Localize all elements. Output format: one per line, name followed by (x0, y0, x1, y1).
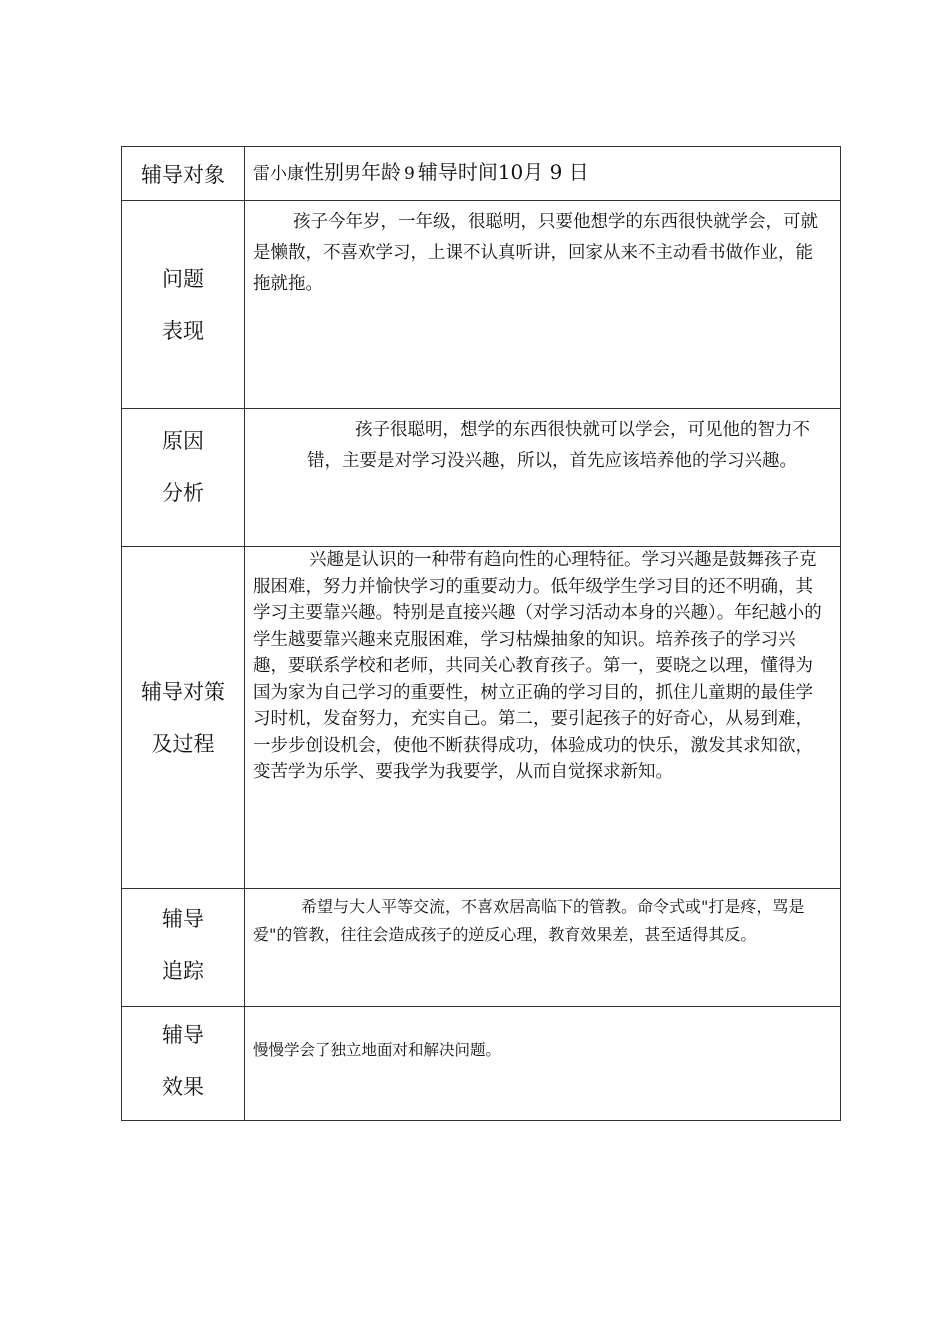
problem-label (122, 201, 245, 409)
tracking-label-line1: 辅导 (162, 907, 204, 931)
problem-row (122, 201, 841, 409)
cause-text: 孩子很聪明，想学的东西很快就可以学会，可见他的智力不错，主要是对学习没兴趣，所以，首先应该培养他的学习兴趣。 (245, 409, 841, 547)
tracking-label (122, 889, 245, 1007)
time-value: 10月 9 日 (497, 160, 589, 184)
strategy-text: 兴趣是认识的一种带有趋向性的心理特征。学习兴趣是鼓舞孩子克服困难，努力并愉快学习的重要动力。低年级学生学习目的还不明确，其学习主要靠兴趣。特别是直接兴趣（对学习活动本身的兴趣）。年纪越小的学生越要靠兴趣来克服困难，学习枯燥抽象的知识。培养孩子的学习兴趣，要联系学校和老师，共同关心教育孩子。第一，要晓之以理，懂得为国为家为自己学习的重要性，树立正确的学习目的，抓住儿童期的最佳学习时机，发奋努力，充实自己。第二，要引起孩子的好奇心，从易到难，一步步创设机会，使他不断获得成功，体验成功的快乐，激发其求知欲，变苦学为乐学、要我学为我要学，从而自觉探求新知。 (245, 547, 841, 889)
strategy-label-line1: 辅导对策 (141, 679, 225, 704)
counseling-record-table (121, 146, 841, 1121)
target-info (245, 147, 841, 201)
effect-label (122, 1007, 245, 1121)
student-name: 雷小康 (253, 164, 304, 184)
age-value: 9 (404, 164, 415, 184)
cause-label-line2: 分析 (162, 481, 204, 505)
time-label: 辅导时间 (417, 160, 498, 184)
effect-label-line1: 辅导 (162, 1023, 204, 1047)
header-row (122, 147, 841, 201)
target-label (122, 147, 245, 201)
problem-label-line1: 问题 (162, 266, 204, 291)
strategy-row (122, 547, 841, 889)
cause-row (122, 409, 841, 547)
effect-row (122, 1007, 841, 1121)
target-label-text: 辅导对象 (141, 162, 225, 187)
problem-text: 孩子今年岁，一年级，很聪明，只要他想学的东西很快就学会，可就是懒散，不喜欢学习，上课不认真听讲，回家从来不主动看书做作业，能拖就拖。 (245, 201, 841, 409)
tracking-row (122, 889, 841, 1007)
effect-label-line2: 效果 (162, 1075, 204, 1099)
strategy-label-line2: 及过程 (151, 731, 215, 756)
cause-label-line1: 原因 (162, 429, 204, 453)
problem-label-line2: 表现 (162, 318, 204, 343)
effect-text: 慢慢学会了独立地面对和解决问题。 (245, 1007, 841, 1121)
cause-label (122, 409, 245, 547)
strategy-label (122, 547, 245, 889)
tracking-label-line2: 追踪 (162, 959, 204, 983)
age-label: 年龄 (361, 160, 401, 184)
gender-label: 性别 (304, 160, 344, 184)
tracking-text: 希望与大人平等交流，不喜欢居高临下的管教。命令式或"打是疼，骂是爱"的管教，往往会造成孩子的逆反心理，教育效果差，甚至适得其反。 (245, 889, 841, 1007)
gender-value: 男 (344, 164, 361, 184)
